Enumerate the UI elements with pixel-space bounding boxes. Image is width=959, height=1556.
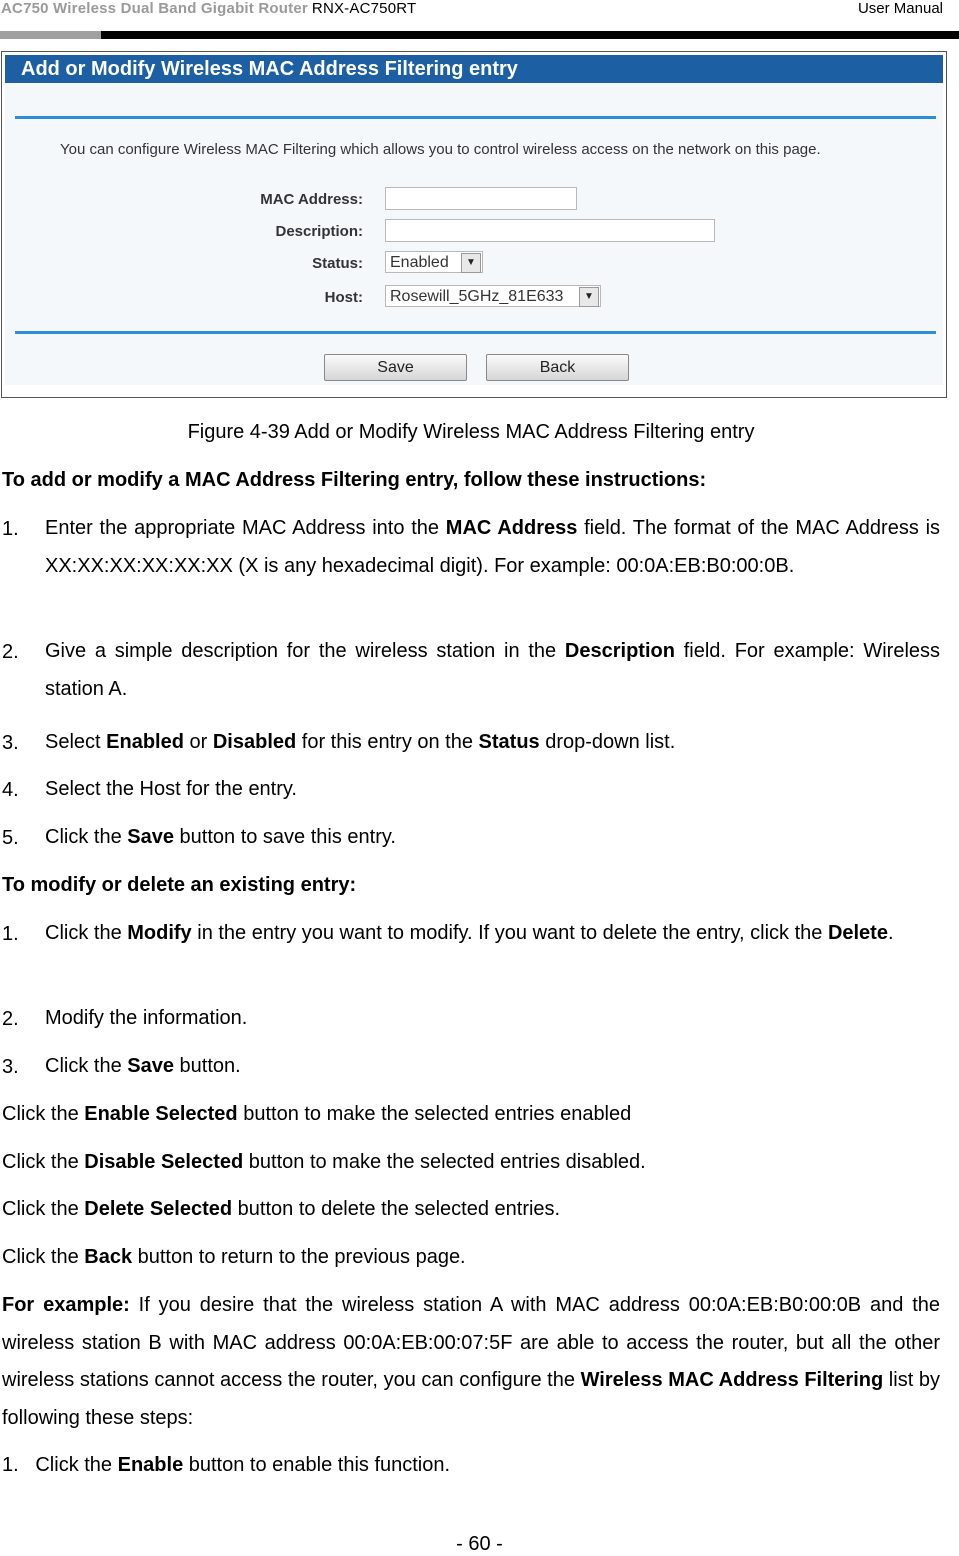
status-label: Status: (312, 255, 363, 272)
section1-heading: To add or modify a MAC Address Filtering entry, follow these instructions: (2, 469, 707, 491)
list-item: Modify the information. (45, 1007, 248, 1029)
figure-form (5, 83, 943, 385)
list-item: Enter the appropriate MAC Address into the MAC Address field. The format of the MAC Address is XX:XX:XX:XX:XX:XX (X is any hexadecimal digit). For example: 00:0A:EB:B0:00:0B. (45, 517, 941, 577)
paragraph: Click the Back button to return to the previous page. (2, 1246, 466, 1268)
status-value: Enabled (390, 254, 449, 271)
host-value: Rosewill_5GHz_81E633 (390, 288, 564, 305)
header-rule-grey (0, 31, 101, 39)
paragraph: Click the Enable Selected button to make the selected entries enabled (2, 1103, 632, 1125)
host-label: Host: (324, 289, 363, 306)
chevron-down-icon: ▼ (579, 287, 599, 307)
figure-screenshot (1, 51, 947, 398)
paragraph: Click the Disable Selected button to make the selected entries disabled. (2, 1151, 646, 1173)
list-number: 1. (2, 518, 19, 540)
description-label: Description: (275, 223, 363, 240)
description-input[interactable] (385, 219, 715, 242)
chevron-down-icon: ▼ (461, 253, 481, 273)
list-item: Click the Save button to save this entry. (45, 826, 396, 848)
mac-address-input[interactable] (385, 187, 577, 210)
back-button[interactable]: Back (486, 354, 629, 381)
list-number: 1. (2, 923, 19, 945)
list-item: Give a simple description for the wireless station in the Description field. For example: Wireless station A. (45, 640, 941, 700)
header-model: RNX-AC750RT (311, 0, 417, 17)
example-paragraph: For example: If you desire that the wireless station A with MAC address 00:0A:EB:B0:00:0B and the wireless station B with MAC address 00:0A:EB:00:07:5F are able to access the router, but all the other wireless stations cannot access the router, you can configure the Wireless MAC Address Filtering list by following these steps: (2, 1294, 941, 1429)
form-divider-top (15, 116, 936, 119)
list-item: Click the Save button. (45, 1055, 241, 1077)
list-number: 3. (2, 1056, 19, 1078)
host-select[interactable] (385, 285, 601, 307)
form-description: You can configure Wireless MAC Filtering which allows you to control wireless access on the network on this page. (60, 141, 821, 158)
list-number: 4. (2, 779, 19, 801)
list-item: Click the Modify in the entry you want to modify. If you want to delete the entry, click the Delete. (45, 922, 894, 944)
page-number: - 60 - (456, 1533, 503, 1555)
section2-heading: To modify or delete an existing entry: (2, 874, 357, 896)
form-divider-bottom (15, 331, 936, 334)
list-number: 5. (2, 827, 19, 849)
list-number: 2. (2, 1008, 19, 1030)
list-item: Select Enabled or Disabled for this entry on the Status drop-down list. (45, 731, 676, 753)
figure-caption: Figure 4-39 Add or Modify Wireless MAC Address Filtering entry (187, 421, 755, 443)
list-number: 2. (2, 641, 19, 663)
paragraph: Click the Delete Selected button to delete the selected entries. (2, 1198, 561, 1220)
header-rule-black (101, 31, 959, 39)
list-item: 1. Click the Enable button to enable this function. (2, 1454, 451, 1476)
header-manual: User Manual (857, 0, 943, 17)
list-item: Select the Host for the entry. (45, 778, 297, 800)
save-button[interactable]: Save (324, 354, 467, 381)
mac-address-label: MAC Address: (260, 191, 363, 208)
status-select[interactable] (385, 251, 483, 273)
page-header (0, 0, 959, 40)
figure-title: Add or Modify Wireless MAC Address Filtering entry (5, 55, 943, 83)
list-number: 3. (2, 732, 19, 754)
header-product: AC750 Wireless Dual Band Gigabit Router RNX-AC750RT (1, 0, 417, 17)
